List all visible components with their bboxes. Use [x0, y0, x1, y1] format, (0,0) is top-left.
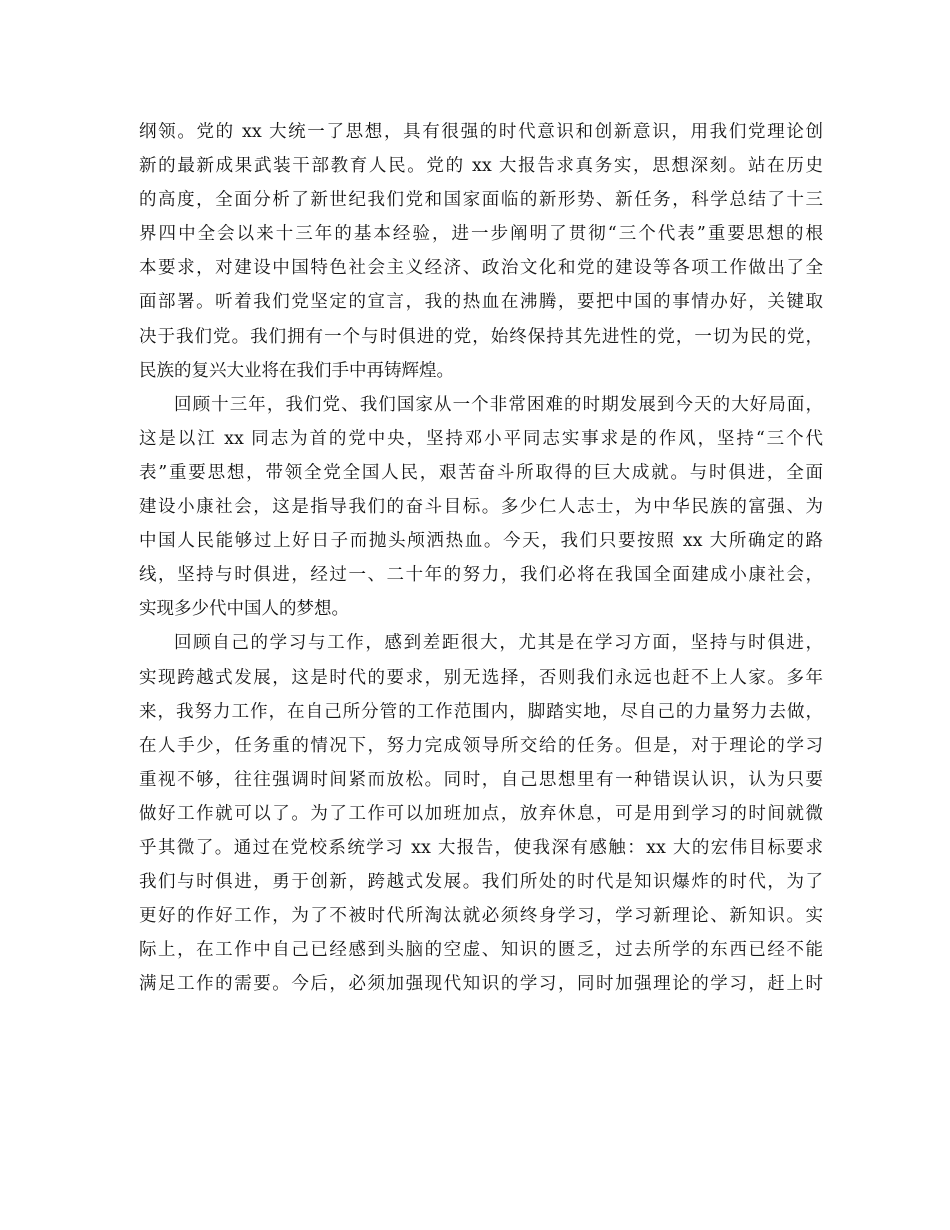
text-line: 决于我们党。我们拥有一个与时俱进的党，始终保持其先进性的党，一切为民的党，: [139, 326, 823, 347]
text-line: 做好工作就可以了。为了工作可以加班加点，放弃休息，可是用到学习的时间就微: [139, 803, 823, 824]
text-line: 重视不够，往往强调时间紧而放松。同时，自己思想里有一种错误认识，认为只要: [139, 769, 823, 790]
text-line: 实现多少代中国人的梦想。: [139, 599, 349, 620]
text-line: 的高度，全面分析了新世纪我们党和国家面临的新形势、新任务，科学总结了十三: [139, 190, 823, 211]
text-line: 纲领。党的 xx 大统一了思想，具有很强的时代意识和创新意识，用我们党理论创: [139, 122, 823, 142]
text-line: 际上，在工作中自己已经感到头脑的空虚、知识的匮乏，过去所学的东西已经不能: [139, 940, 823, 961]
text-line: 我们与时俱进，勇于创新，跨越式发展。我们所处的时代是知识爆炸的时代，为了: [139, 872, 823, 893]
text-line: 满足工作的需要。今后，必须加强现代知识的学习，同时加强理论的学习，赶上时: [139, 974, 823, 995]
text-line: 中国人民能够过上好日子而抛头颅洒热血。今天，我们只要按照 xx 大所确定的路: [139, 531, 823, 552]
document-body: [139, 115, 823, 1001]
text-line: 这是以江 xx 同志为首的党中央，坚持邓小平同志实事求是的作风，坚持“三个代: [139, 428, 823, 449]
text-line: 实现跨越式发展，这是时代的要求，别无选择，否则我们永远也赶不上人家。多年: [139, 667, 823, 688]
text-line: 表”重要思想，带领全党全国人民，艰苦奋斗所取得的巨大成就。与时俱进，全面: [139, 462, 823, 483]
paragraph-2: [139, 388, 823, 627]
paragraph-3: [139, 626, 823, 1001]
text-line: 回顾自己的学习与工作，感到差距很大，尤其是在学习方面，坚持与时俱进，: [174, 633, 823, 654]
paragraph-1: [139, 115, 823, 388]
text-line: 线，坚持与时俱进，经过一、二十年的努力，我们必将在我国全面建成小康社会，: [139, 565, 823, 586]
text-line: 新的最新成果武装干部教育人民。党的 xx 大报告求真务实，思想深刻。站在历史: [139, 156, 823, 177]
text-line: 乎其微了。通过在党校系统学习 xx 大报告，使我深有感触：xx 大的宏伟目标要求: [139, 837, 823, 858]
text-line: 建设小康社会，这是指导我们的奋斗目标。多少仁人志士，为中华民族的富强、为: [139, 497, 823, 518]
text-line: 面部署。听着我们党坚定的宣言，我的热血在沸腾，要把中国的事情办好，关键取: [139, 292, 823, 313]
text-line: 更好的作好工作，为了不被时代所淘汰就必须终身学习，学习新理论、新知识。实: [139, 906, 823, 927]
text-line: 界四中全会以来十三年的基本经验，进一步阐明了贯彻“三个代表”重要思想的根: [139, 224, 823, 245]
text-line: 来，我努力工作，在自己所分管的工作范围内，脚踏实地，尽自己的力量努力去做，: [139, 701, 823, 722]
text-line: 回顾十三年，我们党、我们国家从一个非常困难的时期发展到今天的大好局面，: [174, 394, 823, 415]
text-line: 本要求，对建设中国特色社会主义经济、政治文化和党的建设等各项工作做出了全: [139, 258, 823, 279]
text-line: 民族的复兴大业将在我们手中再铸辉煌。: [139, 360, 454, 381]
text-line: 在人手少，任务重的情况下，努力完成领导所交给的任务。但是，对于理论的学习: [139, 735, 823, 756]
